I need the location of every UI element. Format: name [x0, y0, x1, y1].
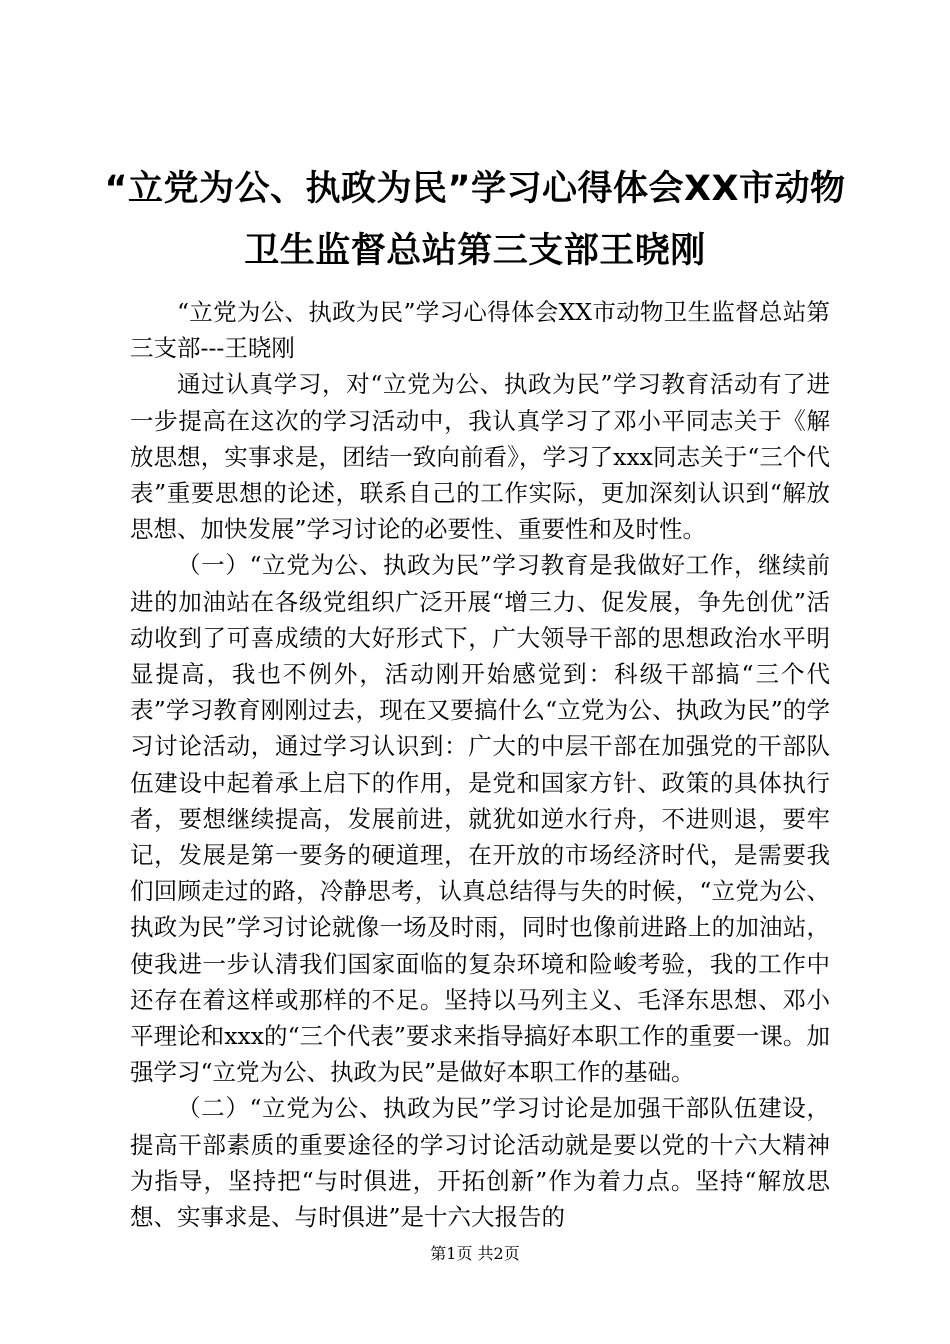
paragraph-section-one: （一）“立党为公、执政为民”学习教育是我做好工作，继续前进的加油站在各级党组织广泛开展“增三力、促发展，争先创优”活动收到了可喜成绩的大好形式下，广大领导干部的思想政治水平明显提高，我也不例外，活动刚开始感觉到：科级干部搞“三个代表”学习教育刚刚过去，现在又要搞什么“立党为公、执政为民”的学习讨论活动，通过学习认识到：广大的中层干部在加强党的干部队伍建设中起着承上启下的作用，是党和国家方针、政策的具体执行者，要想继续提高，发展前进，就犹如逆水行舟，不进则退，要牢记，发展是第一要务的硬道理，在开放的市场经济时代，是需要我们回顾走过的路，冷静思考，认真总结得与失的时候，“立党为公、执政为民”学习讨论就像一场及时雨，同时也像前进路上的加油站，使我进一步认清我们国家面临的复杂环境和险峻考验，我的工作中还存在着这样或那样的不足。坚持以马列主义、毛泽东思想、邓小平理论和xxx的“三个代表”要求来指导搞好本职工作的重要一课。加强学习“立党为公、执政为民”是做好本职工作的基础。: [130, 551, 830, 1087]
paragraph-subtitle: “立党为公、执政为民”学习心得体会XX市动物卫生监督总站第三支部---王晓刚: [130, 298, 830, 363]
page-footer: [0, 1243, 950, 1265]
document-title: “立党为公、执政为民”学习心得体会XX市动物卫生监督总站第三支部王晓刚: [104, 169, 846, 271]
page-number: 第1页 共2页: [430, 1244, 520, 1263]
document-body: [130, 294, 830, 1235]
paragraph-intro: 通过认真学习，对“立党为公、执政为民”学习教育活动有了进一步提高在这次的学习活动中，我认真学习了邓小平同志关于《解放思想，实事求是，团结一致向前看》，学习了xxx同志关于“三个代表”重要思想的论述，联系自己的工作实际，更加深刻认识到“解放思想、加快发展”学习讨论的必要性、重要性和及时性。: [130, 370, 830, 544]
paragraph-section-two: （二）“立党为公、执政为民”学习讨论是加强干部队伍建设，提高干部素质的重要途径的学习讨论活动就是要以党的十六大精神为指导，坚持把“与时俱进，开拓创新”作为着力点。坚持“解放思想、实事求是、与时俱进”是十六大报告的: [130, 1094, 830, 1232]
